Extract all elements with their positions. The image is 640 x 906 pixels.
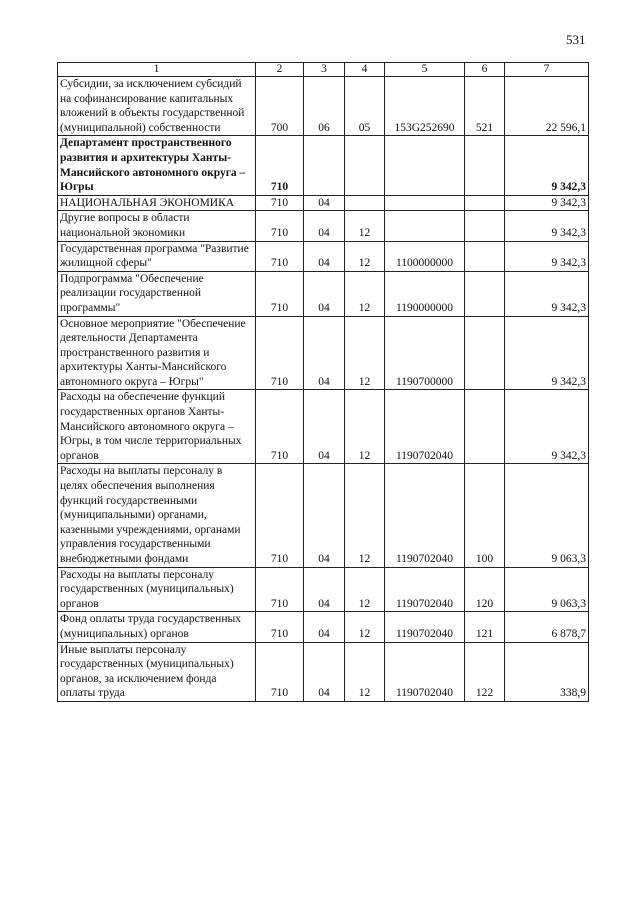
row-name-cell: Расходы на выплаты персоналу государственных (муниципальных) органов (58, 567, 256, 612)
budget-table (57, 62, 589, 702)
expense-type-cell: 120 (465, 567, 505, 612)
ministry-code-cell: 710 (256, 241, 304, 271)
section-code-cell: 04 (304, 642, 345, 701)
ministry-code-cell: 710 (256, 316, 304, 390)
column-header: 7 (505, 63, 589, 77)
subsection-code-cell: 12 (345, 567, 385, 612)
table-row (58, 612, 589, 642)
column-header: 2 (256, 63, 304, 77)
target-article-cell: 1190702040 (385, 567, 465, 612)
section-code-cell: 04 (304, 567, 345, 612)
column-header: 5 (385, 63, 465, 77)
expense-type-cell: 100 (465, 464, 505, 567)
row-name-cell: Департамент пространственного развития и архитектуры Ханты-Мансийского автономного округа – Югры (58, 136, 256, 195)
subsection-code-cell: 05 (345, 77, 385, 136)
target-article-cell: 1100000000 (385, 241, 465, 271)
subsection-code-cell: 12 (345, 390, 385, 464)
table-row (58, 390, 589, 464)
row-name-cell: Государственная программа "Развитие жилищной сферы" (58, 241, 256, 271)
target-article-cell: 1190000000 (385, 271, 465, 316)
section-code-cell: 04 (304, 211, 345, 241)
target-article-cell: 1190702040 (385, 464, 465, 567)
table-row (58, 77, 589, 136)
amount-cell: 9 342,3 (505, 195, 589, 211)
subsection-code-cell: 12 (345, 464, 385, 567)
table-row (58, 316, 589, 390)
row-name-cell: Субсидии, за исключением субсидий на софинансирование капитальных вложений в объекты государственной (муниципальной) собственности (58, 77, 256, 136)
ministry-code-cell: 710 (256, 195, 304, 211)
row-name-cell: Расходы на выплаты персоналу в целях обеспечения выполнения функций государственными (муниципальными) органами, казенными учреждениями, органами управления государственными внебюджетными фондами (58, 464, 256, 567)
target-article-cell: 153G252690 (385, 77, 465, 136)
row-name-cell: Расходы на обеспечение функций государственных органов Ханты-Мансийского автономного округа – Югры, в том числе территориальных органов (58, 390, 256, 464)
expense-type-cell: 121 (465, 612, 505, 642)
target-article-cell (385, 136, 465, 195)
ministry-code-cell: 710 (256, 612, 304, 642)
amount-cell: 9 342,3 (505, 136, 589, 195)
subsection-code-cell: 12 (345, 271, 385, 316)
target-article-cell (385, 211, 465, 241)
section-code-cell: 04 (304, 195, 345, 211)
subsection-code-cell (345, 195, 385, 211)
ministry-code-cell: 710 (256, 271, 304, 316)
ministry-code-cell: 710 (256, 390, 304, 464)
section-code-cell: 04 (304, 316, 345, 390)
ministry-code-cell: 710 (256, 211, 304, 241)
expense-type-cell: 521 (465, 77, 505, 136)
section-code-cell (304, 136, 345, 195)
expense-type-cell (465, 316, 505, 390)
page-number: 531 (566, 32, 586, 47)
subsection-code-cell: 12 (345, 316, 385, 390)
section-code-cell: 04 (304, 241, 345, 271)
section-code-cell: 04 (304, 271, 345, 316)
section-code-cell: 04 (304, 390, 345, 464)
amount-cell: 338,9 (505, 642, 589, 701)
section-code-cell: 04 (304, 464, 345, 567)
expense-type-cell (465, 241, 505, 271)
column-header: 6 (465, 63, 505, 77)
expense-type-cell (465, 136, 505, 195)
amount-cell: 9 063,3 (505, 567, 589, 612)
ministry-code-cell: 710 (256, 567, 304, 612)
row-name-cell: НАЦИОНАЛЬНАЯ ЭКОНОМИКА (58, 195, 256, 211)
amount-cell: 9 342,3 (505, 316, 589, 390)
table-row (58, 241, 589, 271)
table-row (58, 195, 589, 211)
row-name-cell: Иные выплаты персоналу государственных (муниципальных) органов, за исключением фонда оплаты труда (58, 642, 256, 701)
column-header: 3 (304, 63, 345, 77)
amount-cell: 9 342,3 (505, 211, 589, 241)
amount-cell: 9 063,3 (505, 464, 589, 567)
table-row (58, 136, 589, 195)
column-header: 1 (58, 63, 256, 77)
expense-type-cell (465, 211, 505, 241)
table-header-row (58, 63, 589, 77)
table-row (58, 567, 589, 612)
section-code-cell: 06 (304, 77, 345, 136)
expense-type-cell: 122 (465, 642, 505, 701)
row-name-cell: Основное мероприятие "Обеспечение деятельности Департамента пространственного развития и архитектуры Ханты-Мансийского автономного округа – Югры" (58, 316, 256, 390)
table-row (58, 464, 589, 567)
amount-cell: 22 596,1 (505, 77, 589, 136)
column-header: 4 (345, 63, 385, 77)
target-article-cell: 1190700000 (385, 316, 465, 390)
amount-cell: 9 342,3 (505, 271, 589, 316)
amount-cell: 6 878,7 (505, 612, 589, 642)
target-article-cell: 1190702040 (385, 612, 465, 642)
ministry-code-cell: 710 (256, 642, 304, 701)
row-name-cell: Фонд оплаты труда государственных (муниципальных) органов (58, 612, 256, 642)
expense-type-cell (465, 271, 505, 316)
subsection-code-cell: 12 (345, 612, 385, 642)
amount-cell: 9 342,3 (505, 241, 589, 271)
expense-type-cell (465, 390, 505, 464)
table-row (58, 642, 589, 701)
ministry-code-cell: 700 (256, 77, 304, 136)
section-code-cell: 04 (304, 612, 345, 642)
subsection-code-cell: 12 (345, 211, 385, 241)
amount-cell: 9 342,3 (505, 390, 589, 464)
subsection-code-cell (345, 136, 385, 195)
table-row (58, 211, 589, 241)
subsection-code-cell: 12 (345, 241, 385, 271)
row-name-cell: Подпрограмма "Обеспечение реализации государственной программы" (58, 271, 256, 316)
table-row (58, 271, 589, 316)
target-article-cell: 1190702040 (385, 642, 465, 701)
subsection-code-cell: 12 (345, 642, 385, 701)
ministry-code-cell: 710 (256, 464, 304, 567)
target-article-cell: 1190702040 (385, 390, 465, 464)
ministry-code-cell: 710 (256, 136, 304, 195)
expense-type-cell (465, 195, 505, 211)
target-article-cell (385, 195, 465, 211)
row-name-cell: Другие вопросы в области национальной экономики (58, 211, 256, 241)
